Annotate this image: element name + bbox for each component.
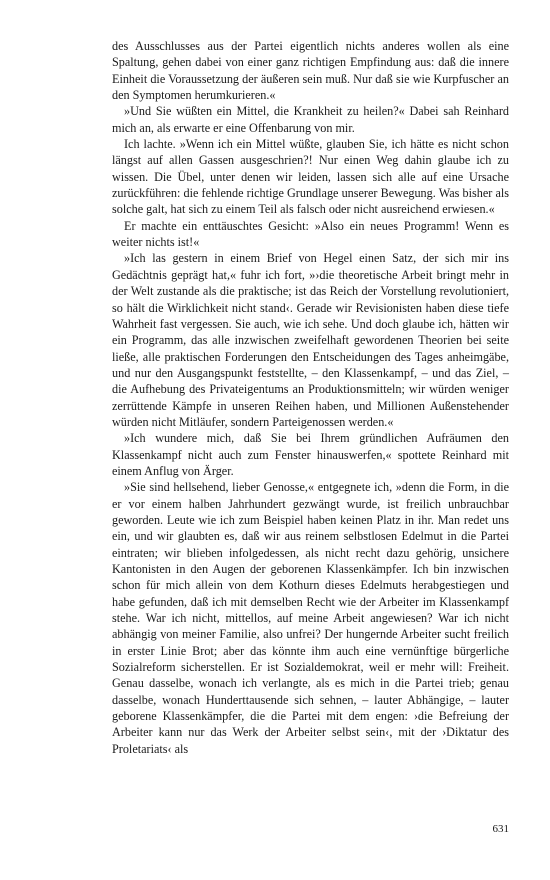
body-text [112,38,509,757]
paragraph: »Ich las gestern in einem Brief von Hegel einen Satz, der sich mir ins Gedächtnis geprägt hat,« fuhr ich fort, »›die theoretische Arbeit bringt mehr in der Welt zustande als die praktische; ist das Reich der Vorstellung revolutioniert, so hält die Wirklichkeit nicht stand‹. Gerade wir Revisionisten haben diese tiefe Wahrheit fast vergessen. Sie auch, wie ich sehe. Und doch glaube ich, hätten wir ein Programm, das alle inzwischen zweifelhaft gewordenen Theorien bei seite ließe, alle praktischen Forderungen den Entscheidungen des Tages anheimgäbe, und nur den Ausgangspunkt feststellte, – den Klassenkampf, – und das Ziel, – die Aufhebung des Privateigentums an Produktionsmitteln; wir würden weniger zerrüttende Kämpfe in unseren Reihen haben, und Millionen Außenstehender würden nicht Mitläufer, sondern Parteigenossen werden.« [112,251,509,429]
paragraph: Er machte ein enttäuschtes Gesicht: »Also ein neues Programm! Wenn es weiter nichts ist!« [112,218,509,250]
paragraph: »Ich wundere mich, daß Sie bei Ihrem gründlichen Aufräumen den Klassenkampf nicht auch zum Fenster hinauswerfen,« spottete Reinhard mit einem Anflug von Ärger. [112,431,509,478]
paragraph: des Ausschlusses aus der Partei eigentlich nichts anderes wollen als eine Spaltung, gehen dabei von einer ganz richtigen Empfindung aus: daß die innere Einheit die Voraussetzung der äußeren sein muß. Nur daß sie wie Kurpfuscher an den Symptomen herumkurieren.« [112,39,509,103]
paragraph: Ich lachte. »Wenn ich ein Mittel wüßte, glauben Sie, ich hätte es nicht schon längst auf allen Gassen ausgeschrien?! Nur einen Weg dahin glaube ich zu wissen. Die Übel, unter denen wir leiden, lassen sich alle auf eine Ursache zurückführen: die fehlende richtige Grundlage unserer Bewegung. Was bisher als solche galt, hat sich zu einem Teil als falsch oder nicht ausreichend erwiesen.« [112,137,509,217]
page-number: 631 [492,823,509,835]
paragraph: »Sie sind hellsehend, lieber Genosse,« entgegnete ich, »denn die Form, in die er vor einem halben Jahrhundert gezwängt wurde, ist freilich unbrauchbar geworden. Leute wie ich zum Beispiel haben keinen Platz in ihr. Man redet uns ein, und wir glaubten es, daß wir aus reinem selbstlosen Edelmut in die Partei eintraten; wir blieben infolgedessen, als nicht recht dazu gehörig, unsichere Kantonisten in den Augen der geborenen Klassenkämpfer. Ich bin inzwischen schon für mich allein von dem Kothurn dieses Edelmuts herabgestiegen und habe gefunden, daß ich mit demselben Recht wie der Arbeiter im Klassenkampf stehe. War ich nicht, mittellos, auf meine Arbeit angewiesen? War ich nicht abhängig von meiner Familie, also unfrei? Der hungernde Arbeiter sucht freilich in erster Linie Brot; aber das könnte ihm auch eine vernünftige bürgerliche Sozialreform sicherstellen. Er ist Sozialdemokrat, weil er mehr will: Freiheit. Genau dasselbe, wonach ich verlangte, als es mich in die Partei trieb; genau dasselbe, wonach Hunderttausende sich sehnen, – lauter Abhängige, – lauter geborene Klassenkämpfer, die die Partei mit dem engen: ›die Befreiung der Arbeiter kann nur das Werk der Arbeiter selbst sein‹, mit der ›Diktatur des Proletariats‹ als [112,480,509,756]
paragraph: »Und Sie wüßten ein Mittel, die Krankheit zu heilen?« Dabei sah Reinhard mich an, als erwarte er eine Offenbarung von mir. [112,104,509,135]
